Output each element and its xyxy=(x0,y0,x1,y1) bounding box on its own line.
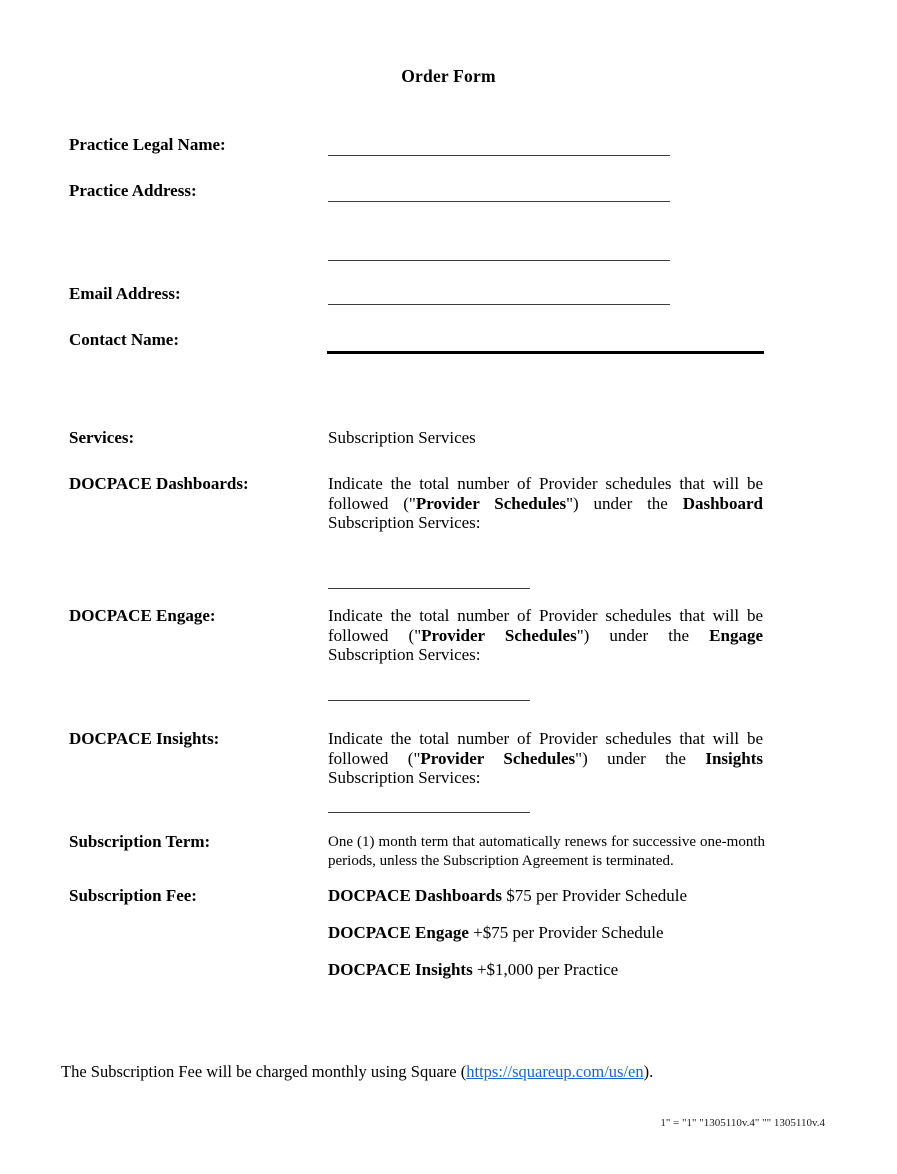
subscription-fee-label: Subscription Fee: xyxy=(69,886,197,905)
email-address-line[interactable] xyxy=(328,286,670,305)
dashboards-label: DOCPACE Dashboards: xyxy=(69,474,249,493)
insights-desc-mid: ") under the xyxy=(575,748,706,768)
practice-address-line-1[interactable] xyxy=(328,183,670,202)
engage-desc-bold1: Provider Schedules xyxy=(421,625,577,645)
contact-name-line[interactable] xyxy=(327,332,764,354)
fee-dashboards xyxy=(328,886,687,906)
subscription-term-description: One (1) month term that automatically renews for successive one-month periods, unless the Subscription Agreement is terminated. xyxy=(328,834,765,869)
dashboards-desc-bold1: Provider Schedules xyxy=(415,493,567,513)
fee-dashboards-name: DOCPACE Dashboards xyxy=(328,886,502,905)
engage-label: DOCPACE Engage: xyxy=(69,606,216,625)
fee-insights-price: +$1,000 per Practice xyxy=(472,960,619,979)
fee-insights-name: DOCPACE Insights xyxy=(328,960,473,979)
contact-name-label: Contact Name: xyxy=(69,330,179,349)
practice-legal-name-label: Practice Legal Name: xyxy=(69,135,226,154)
page-title: Order Form xyxy=(401,66,496,86)
footer-note xyxy=(61,1062,653,1082)
insights-desc-pre: Indicate the total number of Provider schedules that will be followed (" xyxy=(328,729,763,768)
engage-desc-pre: Indicate the total number of Provider schedules that will be followed (" xyxy=(328,606,763,645)
footer-text-before: The Subscription Fee will be charged monthly using Square ( xyxy=(61,1062,467,1081)
engage-description xyxy=(328,606,763,665)
practice-address-label: Practice Address: xyxy=(69,181,197,200)
dashboards-desc-bold2: Dashboard xyxy=(682,493,763,513)
fee-insights xyxy=(328,960,618,980)
insights-desc-bold2: Insights xyxy=(705,748,763,768)
engage-desc-mid: ") under the xyxy=(576,625,710,645)
insights-description xyxy=(328,729,763,788)
fee-engage-name: DOCPACE Engage xyxy=(328,923,469,942)
fee-dashboards-price: $75 per Provider Schedule xyxy=(501,886,688,905)
document-version-text: 1" = "1" "1305110v.4" "" 1305110v.4 xyxy=(660,1117,825,1129)
dashboards-desc-post: Subscription Services: xyxy=(328,513,481,532)
practice-address-line-2[interactable] xyxy=(328,242,670,261)
subscription-term-label: Subscription Term: xyxy=(69,832,211,851)
fee-engage-price: +$75 per Provider Schedule xyxy=(468,923,664,942)
footer-text-after: ). xyxy=(643,1062,654,1081)
engage-schedule-count-line[interactable] xyxy=(328,682,530,701)
insights-label: DOCPACE Insights: xyxy=(69,729,220,748)
practice-legal-name-line[interactable] xyxy=(328,137,670,156)
services-value: Subscription Services xyxy=(328,428,476,447)
services-label: Services: xyxy=(69,428,135,447)
dashboards-schedule-count-line[interactable] xyxy=(328,570,530,589)
dashboards-desc-pre: Indicate the total number of Provider schedules that will be followed (" xyxy=(328,474,763,513)
insights-desc-bold1: Provider Schedules xyxy=(420,748,576,768)
dashboards-desc-mid: ") under the xyxy=(566,493,683,513)
insights-schedule-count-line[interactable] xyxy=(328,794,530,813)
fee-engage xyxy=(328,923,664,943)
insights-desc-post: Subscription Services: xyxy=(328,768,481,787)
squareup-link[interactable]: https://squareup.com/us/en xyxy=(466,1062,644,1081)
dashboards-description xyxy=(328,474,763,533)
email-address-label: Email Address: xyxy=(69,284,181,303)
engage-desc-bold2: Engage xyxy=(709,625,764,645)
engage-desc-post: Subscription Services: xyxy=(328,645,481,664)
